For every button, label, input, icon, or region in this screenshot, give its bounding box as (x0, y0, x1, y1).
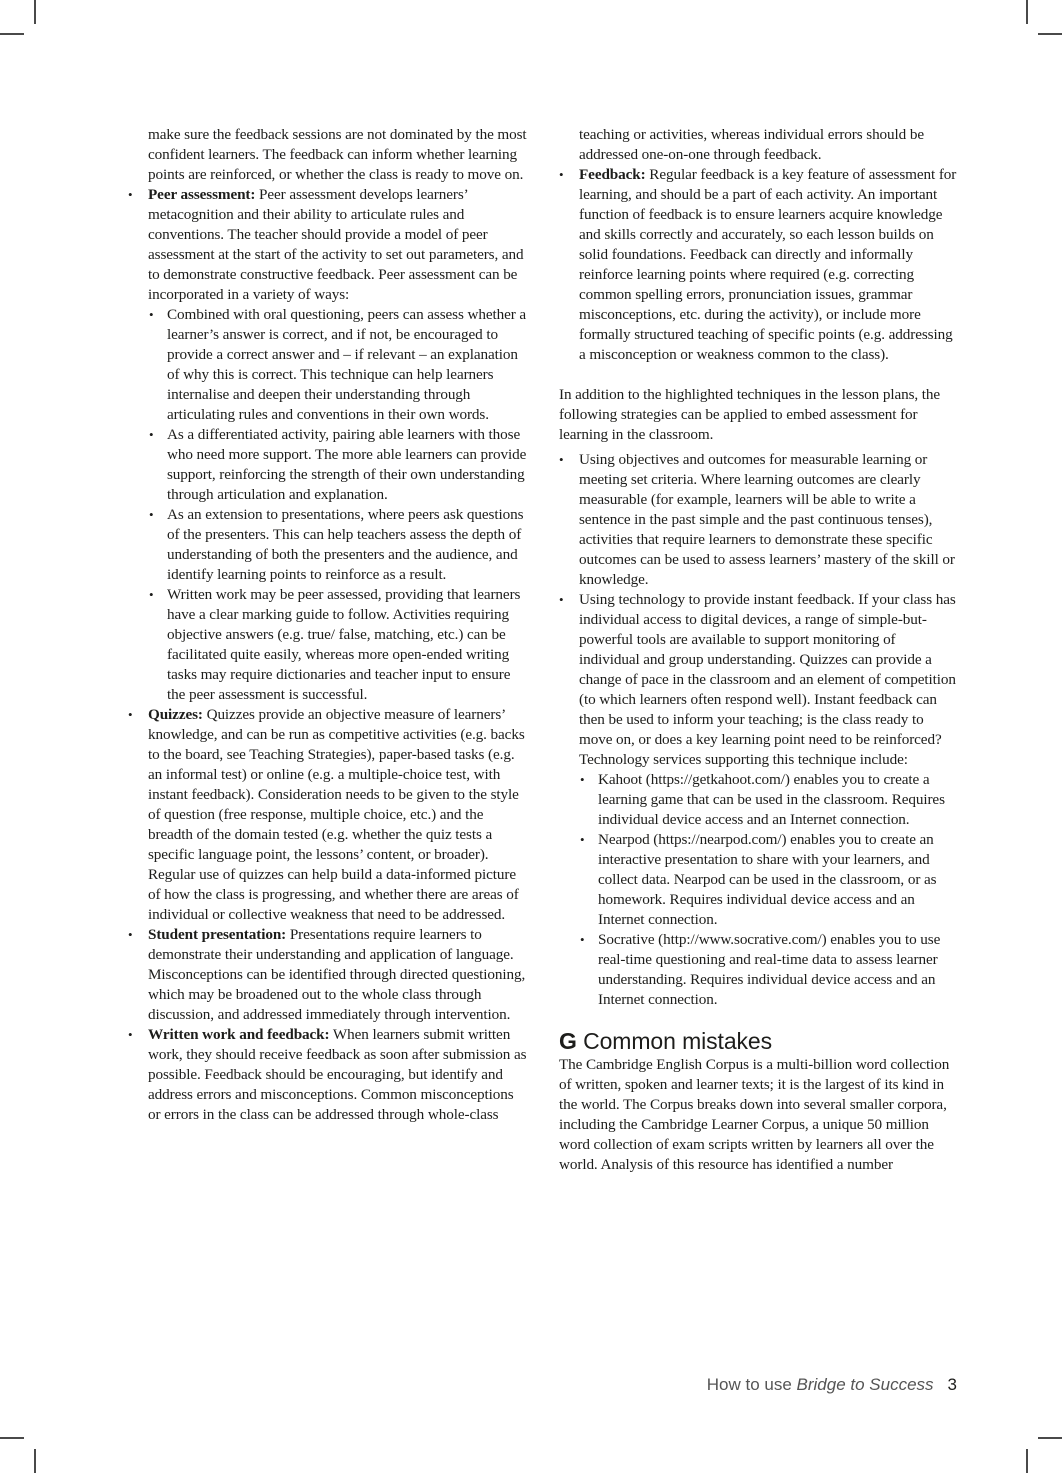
list-item-quizzes (128, 705, 528, 925)
term-label: Feedback: (579, 166, 646, 183)
section-letter: G (559, 1028, 577, 1054)
sublist-item: • Written work may be peer assessed, providing that learners have a clear marking guide to follow. Activities requiring objective answers (e.g. true/ false, matching, etc.) can be facilitated quite easily, whereas more open-ended writing tasks may require dictionaries and teacher input to ensure the peer assessment is successful. (148, 585, 528, 705)
list-item-peer-assessment (128, 185, 528, 705)
section-heading (559, 1028, 959, 1055)
tool-item-nearpod: • Nearpod (https://nearpod.com/) enables you to create an interactive presentation to share with your learners, and collect data. Nearpod can be used in the classroom, or as homework. Requires individual device access and an Internet connection. (579, 830, 959, 930)
crop-mark (1038, 33, 1062, 35)
item-text: Using technology to provide instant feedback. If your class has individual access to digital devices, a range of simple-but-powerful tools are available to support monitoring of individual and group understanding. Quizzes can provide a change of pace in the classroom and an element of competition (to which learners often respond well). Instant feedback can then be used to inform your teaching; is the class ready to move on, or does a key learning point need to be reinforced? Technology services supporting this technique include: (579, 591, 956, 768)
tool-item-socrative: • Socrative (http://www.socrative.com/) enables you to use real-time questioning and real-time data to assess learner understanding. Requires individual device access and an Internet connection. (579, 930, 959, 1010)
intro-continuation: make sure the feedback sessions are not dominated by the most confident learners. The feedback can inform whether learning points are reinforced, or whether the class is ready to move on. (148, 126, 527, 183)
sublist-item: • As a differentiated activity, pairing able learners with those who need more support. The more able learners can provide support, reinforcing the strength of their own understanding through articulation and explanation. (148, 425, 528, 505)
list-item-written-work (128, 1025, 528, 1125)
peer-assessment-sublist (148, 305, 528, 705)
strategy-item: • Using objectives and outcomes for measurable learning or meeting set criteria. Where learning outcomes are clearly measurable (for example, learners will be able to write a sentence in the past simple and the past continuous tenses), activities that require learners to demonstrate these specific outcomes can be used to assess learners’ mastery of the skill or knowledge. (559, 450, 959, 590)
crop-mark (34, 1449, 36, 1473)
list-item-feedback (559, 165, 959, 365)
list-item-student-presentation (128, 925, 528, 1025)
tools-sublist (579, 770, 959, 1010)
crop-mark (0, 33, 24, 35)
item-text: When learners submit written work, they should receive feedback as soon after submission as possible. Feedback should be encouraging, but identify and address errors and misconceptions. Common misconceptions or errors in the class can be addressed through whole-class (148, 1026, 527, 1123)
section-body: The Cambridge English Corpus is a multi-billion word collection of written, spoken and learner texts; it is the largest of its kind in the world. The Corpus breaks down into several smaller corpora, including the Cambridge Learner Corpus, a unique 50 million word collection of exam scripts written by learners all over the world. Analysis of this resource has identified a number (559, 1056, 950, 1173)
crop-mark (1026, 0, 1028, 24)
section-title: Common mistakes (576, 1028, 773, 1054)
feedback-list (559, 165, 959, 365)
sublist-item: • As an extension to presentations, where peers ask questions of the presenters. This can help teachers assess the depth of understanding of both the presenters and the audience, and identify learning points to reinforce as a result. (148, 505, 528, 585)
footer-book-title: Bridge to Success (796, 1375, 934, 1394)
term-label: Quizzes: (148, 706, 203, 723)
written-work-continuation: teaching or activities, whereas individual errors should be addressed one-on-one through feedback. (579, 126, 924, 163)
item-text: Regular feedback is a key feature of assessment for learning, and should be a part of each activity. An important function of feedback is to ensure learners acquire knowledge and skills correctly and accurately, so each lesson builds on solid foundations. Feedback can directly and informally reinforce learning points where required (e.g. correcting common spelling errors, pronunciation issues, grammar misconceptions, etc. during the activity), or include more formally structured teaching of specific points (e.g. addressing a misconception or weakness common to the class). (579, 166, 957, 363)
left-column (128, 125, 528, 1125)
term-label: Written work and feedback: (148, 1026, 330, 1043)
term-label: Peer assessment: (148, 186, 256, 203)
item-text: Peer assessment develops learners’ metacognition and their ability to articulate rules and conventions. The teacher should provide a model of peer assessment at the start of the activity to set out parameters, and to demonstrate constructive feedback. Peer assessment can be incorporated in a variety of ways: (148, 186, 524, 303)
sublist-item: • Combined with oral questioning, peers can assess whether a learner’s answer is correct, and if not, be encouraged to provide a correct answer and – if relevant – an explanation of why this is correct. This technique can help learners internalise and deepen their understanding through articulating rules and conventions in their own words. (148, 305, 528, 425)
crop-mark (0, 1437, 24, 1439)
crop-mark (34, 0, 36, 24)
term-label: Student presentation: (148, 926, 287, 943)
assessment-list (128, 185, 528, 1125)
page-number: 3 (947, 1375, 957, 1394)
crop-mark (1038, 1437, 1062, 1439)
strategies-list (559, 450, 959, 1010)
crop-mark (1026, 1449, 1028, 1473)
item-text: Presentations require learners to demonstrate their understanding and application of language. Misconceptions can be identified through directed questioning, which may be broadened out to the whole class through discussion, and addressed immediately through intervention. (148, 926, 526, 1023)
item-text: Quizzes provide an objective measure of learners’ knowledge, and can be run as competitive activities (e.g. backs to the board, see Teaching Strategies), paper-based tasks (e.g. an informal test) or online (e.g. a multiple-choice test, with instant feedback). Consideration needs to be given to the style of question (free response, multiple choice, etc.) and the breadth of the domain tested (e.g. whether the quiz tests a specific language point, the lessons’ content, or broader). Regular use of quizzes can help build a data-informed picture of how the class is progressing, and whether there are areas of individual or collective weakness that need to be addressed. (148, 706, 525, 923)
footer-prefix: How to use (706, 1375, 797, 1394)
strategy-item-technology (559, 590, 959, 1010)
tool-item-kahoot: • Kahoot (https://getkahoot.com/) enables you to create a learning game that can be used in the classroom. Requires individual device access and an Internet connection. (579, 770, 959, 830)
right-column (559, 125, 959, 1175)
page-footer (707, 1375, 957, 1395)
strategies-intro: In addition to the highlighted techniques in the lesson plans, the following strategies can be applied to embed assessment for learning in the classroom. (559, 386, 941, 443)
